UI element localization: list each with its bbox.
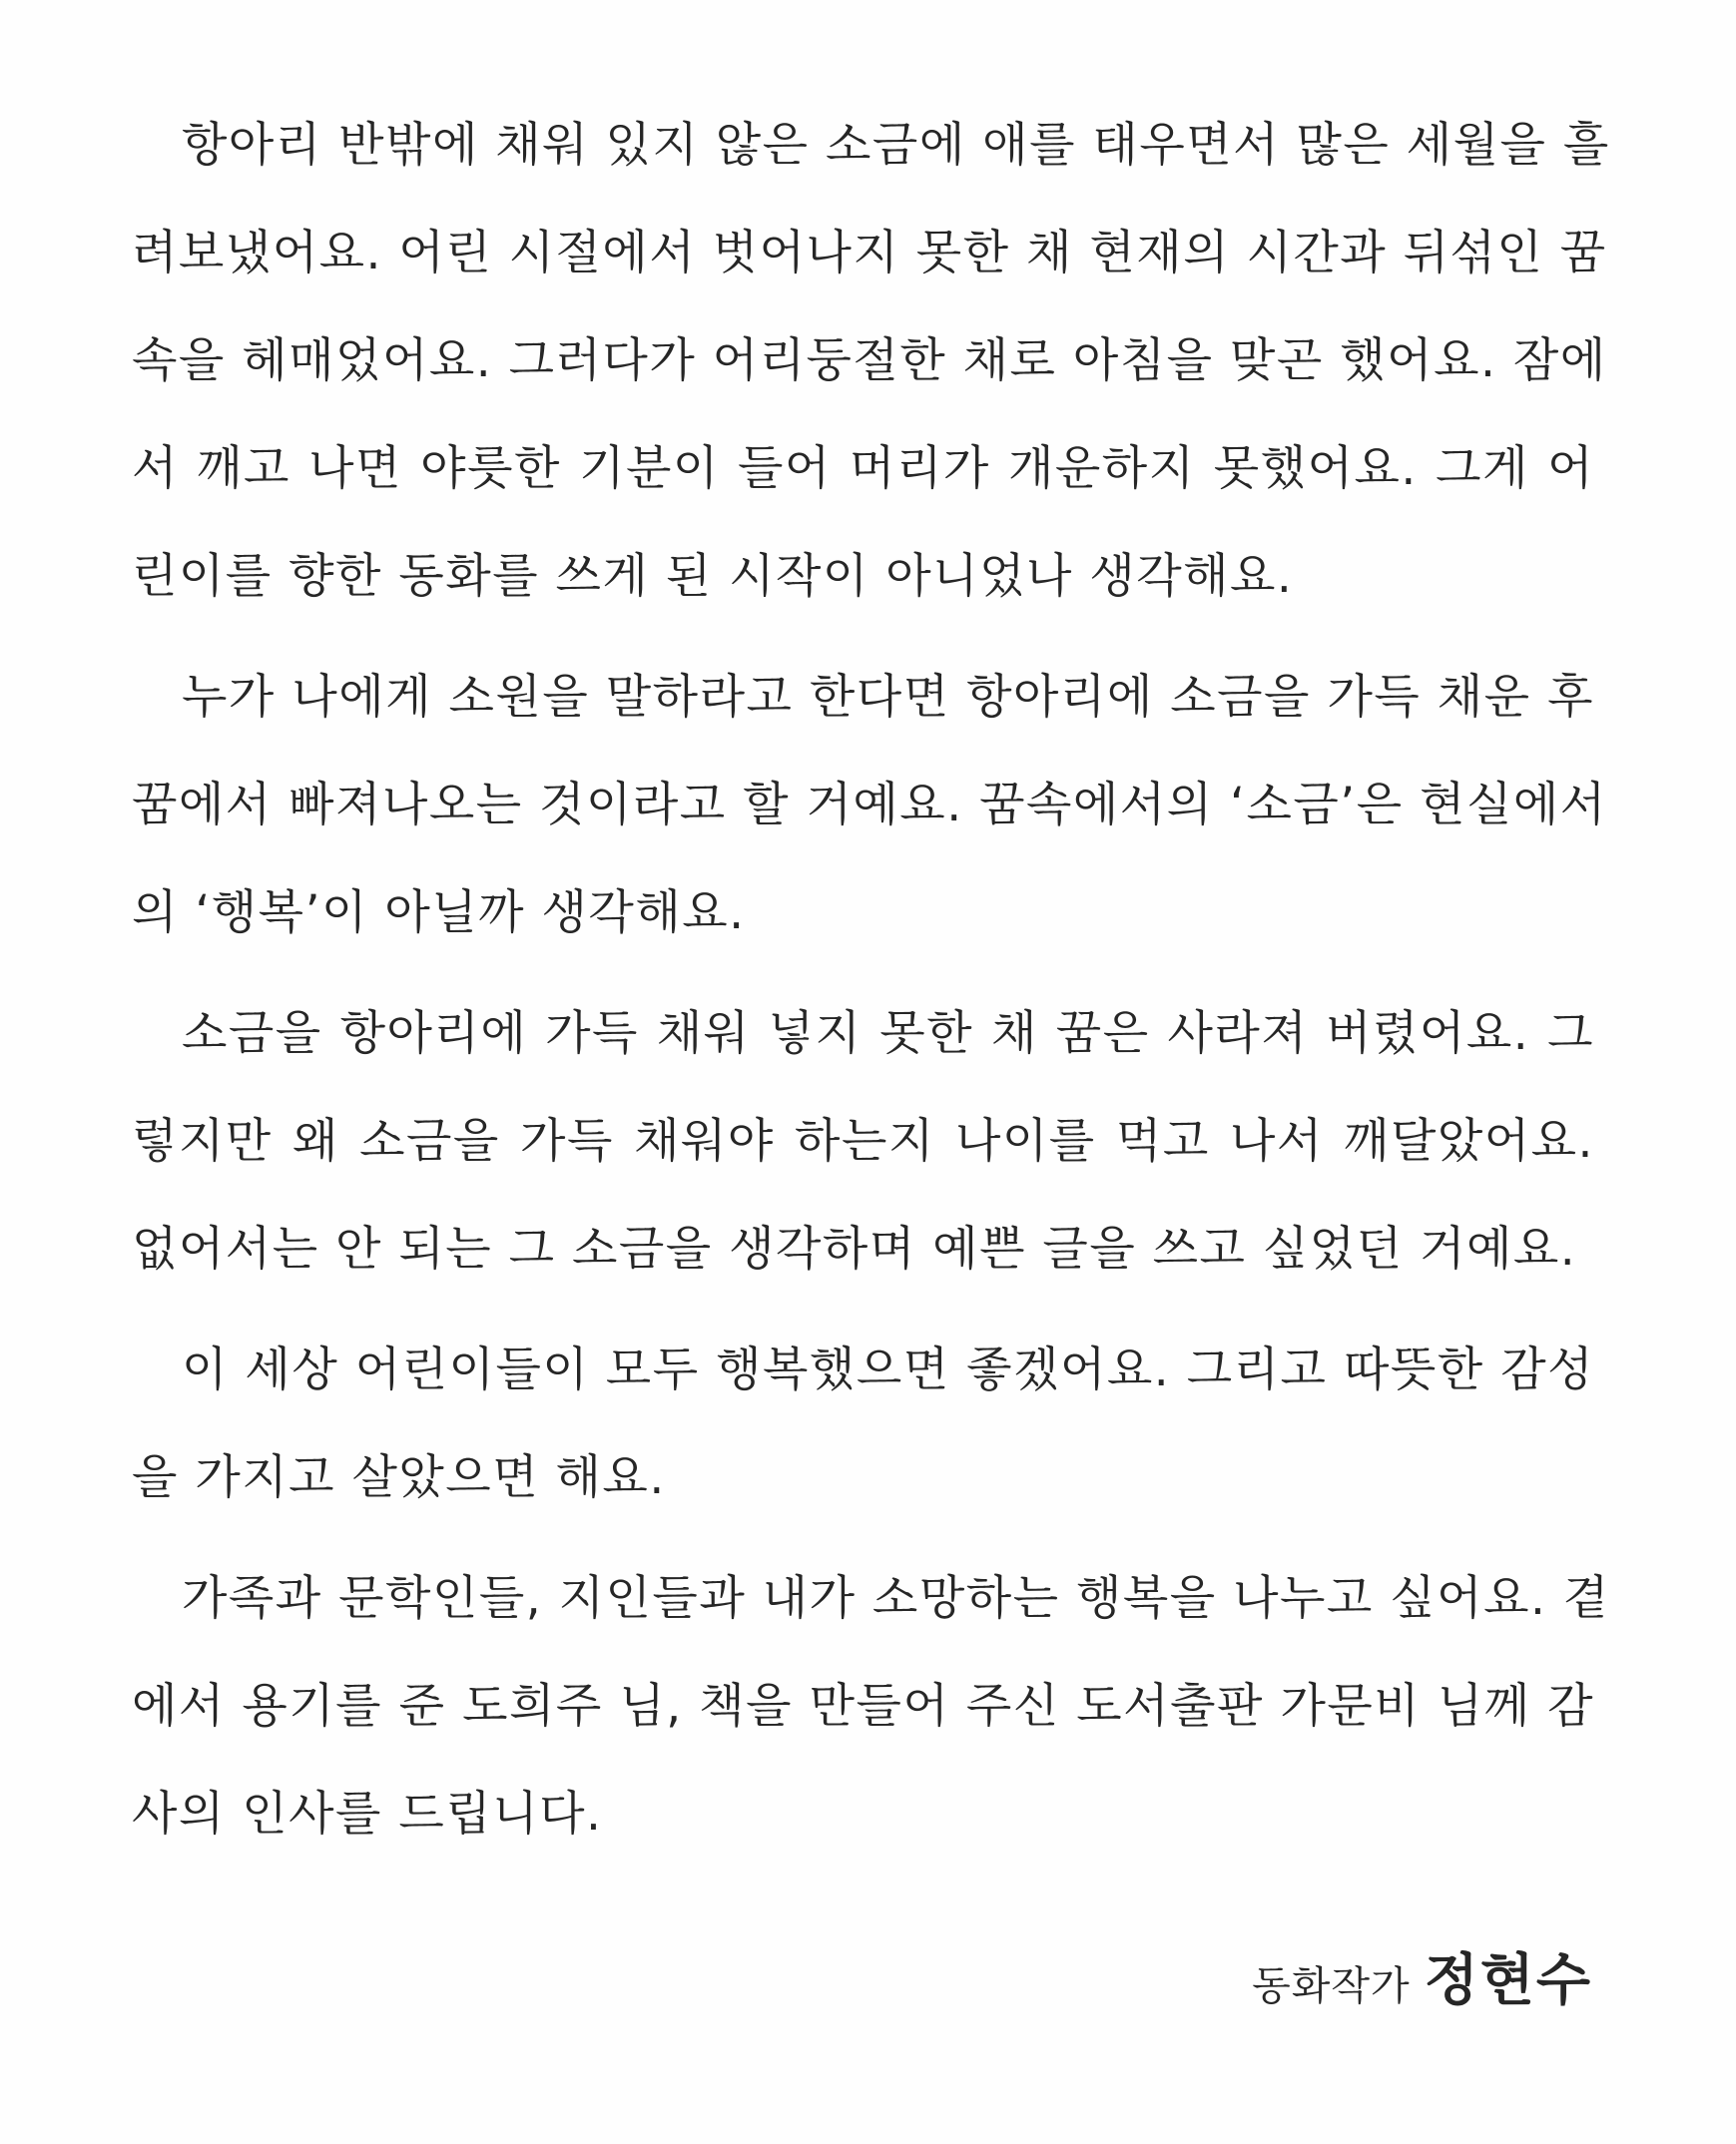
text-line: 서 깨고 나면 야릇한 기분이 들어 머리가 개운하지 못했어요. 그게 어 <box>132 441 1594 496</box>
text-line: 을 가지고 살았으면 해요. <box>132 1450 666 1505</box>
paragraph-2 <box>132 644 1607 967</box>
author-role: 동화작가 <box>1252 1963 1411 2009</box>
text-line: 에서 용기를 준 도희주 님, 책을 만들어 주신 도서출판 가문비 님께 감 <box>132 1679 1594 1734</box>
text-line: 속을 헤매었어요. 그러다가 어리둥절한 채로 아침을 맞곤 했어요. 잠에 <box>132 333 1607 388</box>
text-line: 항아리 반밖에 채워 있지 않은 소금에 애를 태우면서 많은 세월을 흘 <box>182 118 1610 173</box>
signature <box>1252 1936 1592 2016</box>
text-line: 없어서는 안 되는 그 소금을 생각하며 예쁜 글을 쓰고 싶었던 거예요. <box>132 1222 1577 1277</box>
body-text <box>132 92 1610 1881</box>
text-line: 가족과 문학인들, 지인들과 내가 소망하는 행복을 나누고 싶어요. 곁 <box>182 1571 1610 1626</box>
text-line: 꿈에서 빠져나오는 것이라고 할 거예요. 꿈속에서의 ‘소금’은 현실에서 <box>132 778 1607 832</box>
paragraph-3 <box>132 980 1594 1304</box>
paragraph-1 <box>132 92 1610 631</box>
text-line: 사의 인사를 드립니다. <box>132 1787 603 1842</box>
paragraph-4 <box>132 1317 1594 1532</box>
text-line: 렇지만 왜 소금을 가득 채워야 하는지 나이를 먹고 나서 깨달았어요. <box>132 1114 1594 1169</box>
text-line: 의 ‘행복’이 아닐까 생각해요. <box>132 885 746 940</box>
paragraph-5 <box>132 1545 1610 1869</box>
text-line: 이 세상 어린이들이 모두 행복했으면 좋겠어요. 그리고 따뜻한 감성 <box>182 1342 1594 1397</box>
text-line: 린이를 향한 동화를 쓰게 된 시작이 아니었나 생각해요. <box>132 549 1294 604</box>
text-line: 누가 나에게 소원을 말하라고 한다면 항아리에 소금을 가득 채운 후 <box>182 670 1594 725</box>
author-name: 정현수 <box>1424 1947 1592 2013</box>
text-line: 려보냈어요. 어린 시절에서 벗어나지 못한 채 현재의 시간과 뒤섞인 꿈 <box>132 226 1607 280</box>
text-line: 소금을 항아리에 가득 채워 넣지 못한 채 꿈은 사라져 버렸어요. 그 <box>182 1006 1594 1061</box>
